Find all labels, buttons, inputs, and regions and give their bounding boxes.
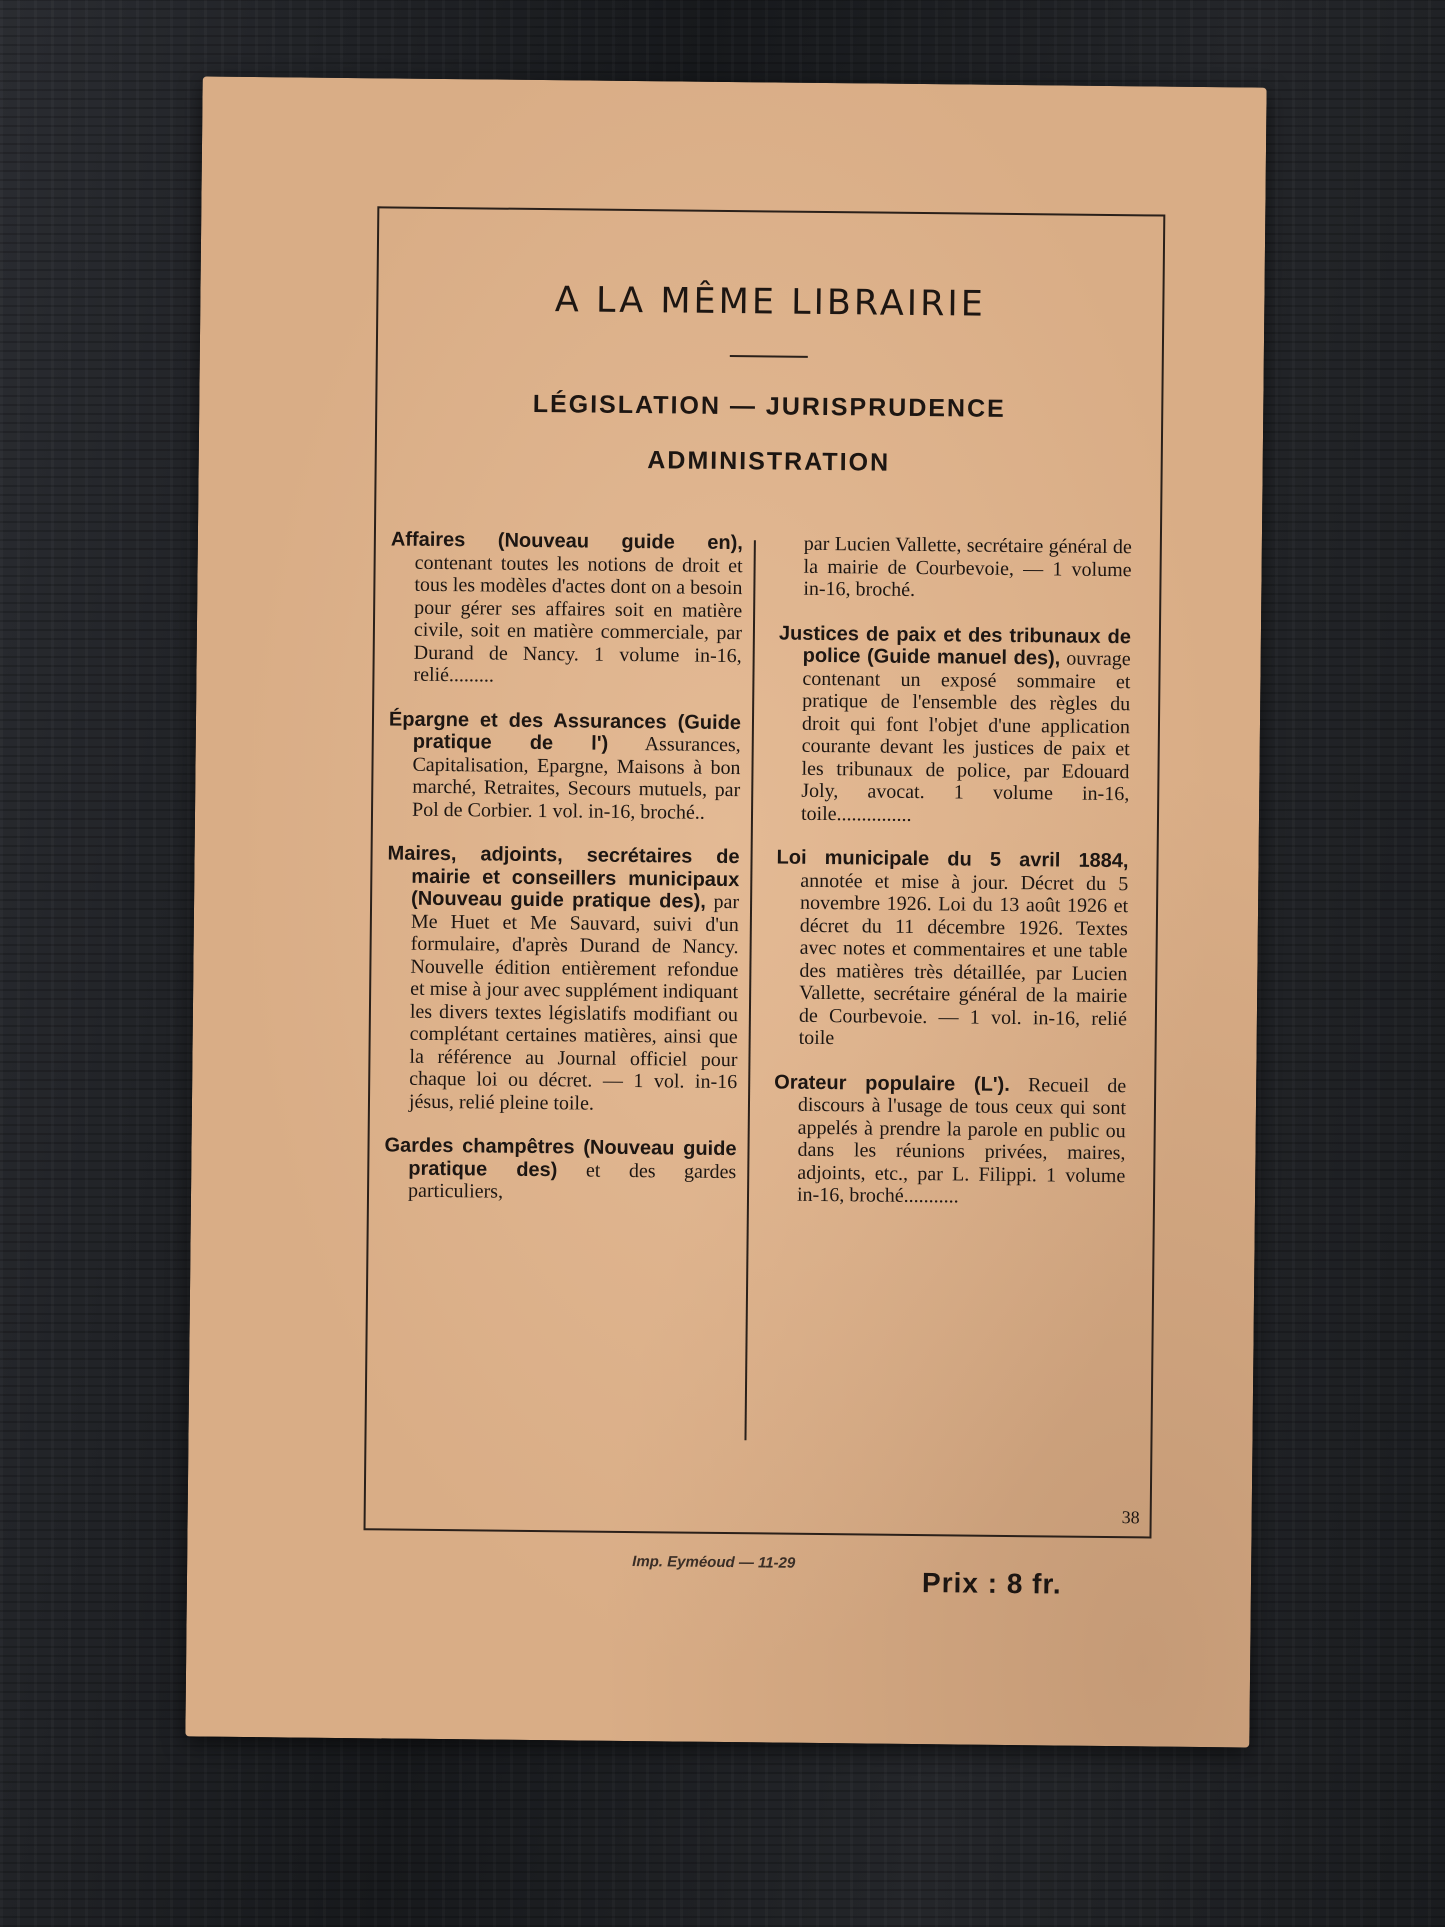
entry-text: et des gardes particuliers, <box>407 1158 737 1203</box>
entry-title: Loi municipale du 5 avril 1884, <box>776 846 1129 873</box>
page-frame <box>364 206 1166 1538</box>
catalog-entry <box>384 1134 737 1205</box>
catalog-entry-continuation <box>779 533 1132 604</box>
catalog-entry <box>773 1071 1126 1210</box>
entry-title: Maires, adjoints, secrétaires de mairie et conseillers municipaux (Nouveau guide pratique des), <box>387 842 740 913</box>
section-heading: LÉGISLATION — JURISPRUDENCE <box>532 389 1006 423</box>
entry-text: par Lucien Vallette, secrétaire général de la mairie de Courbevoie, — 1 volume in-16, broché. <box>803 532 1132 601</box>
entry-title: Orateur populaire (L'). <box>774 1071 1010 1096</box>
entry-text: annotée et mise à jour. Décret du 5 novembre 1926. Loi du 13 août 1926 et décret du 11 décembre 1926. Textes avec notes et commentaires et une table des matières très détaillée, par Lucien Vallette, secrétaire général de la mairie de Courbevoie. — 1 vol. in-16, relié toile <box>798 869 1129 1050</box>
page-number: 38 <box>1121 1507 1140 1528</box>
entry-text: Assurances, Capitalisation, Epargne, Maisons à bon marché, Retraites, Secours mutuels, par Pol de Corbier. 1 vol. in-16, broché.. <box>411 732 741 824</box>
column-divider <box>744 540 755 1440</box>
entry-title: Épargne et des Assurances (Guide pratique de l') <box>388 707 742 755</box>
entry-text: par Me Huet et Me Sauvard, suivi d'un formulaire, d'après Durand de Nancy. Nouvelle édition entièrement refondue et mise à jour avec supplément indiquant les divers textes législatifs modifiant ou complétant certaines matières, ainsi que la référence au Journal officiel pour chaque loi ou décret. — 1 vol. in-16 jésus, relié pleine toile. <box>408 890 740 1115</box>
left-column <box>384 528 743 1227</box>
entry-text: ouvrage contenant un exposé sommaire et pratique de l'ensemble des règles du droit qui font l'objet d'une application courante devant les justices de paix et les tribunaux de police, par Edouard Joly, avocat. 1 volume in-16, toile............... <box>800 647 1131 826</box>
price-label: Prix : 8 fr. <box>921 1567 1062 1600</box>
catalog-entry <box>775 847 1129 1053</box>
catalog-entry <box>777 622 1131 828</box>
entry-title: Affaires (Nouveau guide en), <box>390 528 743 555</box>
catalog-entry <box>389 528 743 689</box>
printer-imprint: Imp. Eyméoud — 11-29 <box>632 1553 796 1572</box>
entry-text: contenant toutes les notions de droit et tous les modèles d'actes dont on a besoin pour gérer ses affaires soit en matière civile, soit en matière commerciale, par Durand de Nancy. 1 volume in-16, relié......... <box>413 551 743 687</box>
catalog-entry <box>388 708 741 824</box>
entry-text: Recueil de discours à l'usage de tous ceux qui sont appelés à prendre la parole en public ou dans les réunions privées, maires, adjoints, etc., par L. Filippi. 1 volume in-16, broché........... <box>796 1073 1127 1208</box>
library-heading: A LA MÊME LIBRAIRIE <box>554 280 987 325</box>
entry-title: Justices de paix et des tribunaux de police (Guide manuel des), <box>778 622 1132 670</box>
right-column <box>773 533 1132 1232</box>
entry-title: Gardes champêtres (Nouveau guide pratique des) <box>384 1134 737 1181</box>
book-back-cover <box>185 76 1266 1747</box>
catalog-entry <box>385 842 740 1116</box>
heading-rule <box>730 355 808 358</box>
section-subheading: ADMINISTRATION <box>647 446 891 477</box>
